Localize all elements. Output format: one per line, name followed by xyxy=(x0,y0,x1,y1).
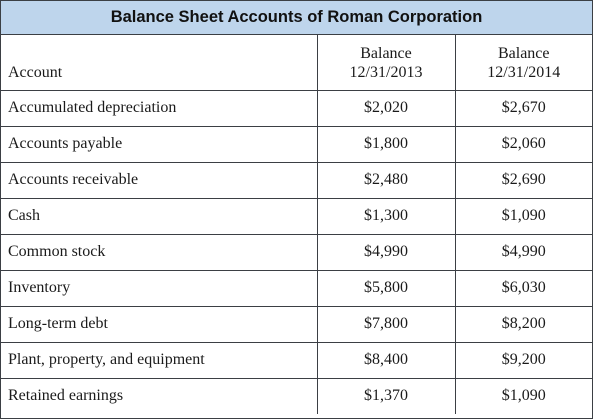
account-name-cell: Accounts payable xyxy=(1,126,317,162)
balance-2013-cell: $2,020 xyxy=(317,90,455,126)
account-name-cell: Retained earnings xyxy=(1,378,317,414)
account-name-cell: Accounts receivable xyxy=(1,162,317,198)
table-row xyxy=(1,126,592,162)
column-header-balance-2014-line2: 12/31/2014 xyxy=(487,64,561,82)
balance-2014-cell: $2,060 xyxy=(455,126,592,162)
balance-2013-cell: $1,300 xyxy=(317,198,455,234)
column-header-balance-2013 xyxy=(317,35,455,90)
account-name-cell: Inventory xyxy=(1,270,317,306)
balance-2014-cell: $8,200 xyxy=(455,306,592,342)
table-row xyxy=(1,90,592,126)
table-title: Balance Sheet Accounts of Roman Corporation xyxy=(1,1,592,35)
column-header-balance-2014 xyxy=(455,35,592,90)
balance-2014-cell: $6,030 xyxy=(455,270,592,306)
balance-2013-cell: $5,800 xyxy=(317,270,455,306)
table-row xyxy=(1,270,592,306)
balance-2014-cell: $1,090 xyxy=(455,378,592,414)
account-name-cell: Common stock xyxy=(1,234,317,270)
balance-2013-cell: $8,400 xyxy=(317,342,455,378)
balance-2013-cell: $4,990 xyxy=(317,234,455,270)
table-row xyxy=(1,342,592,378)
balance-2013-cell: $1,370 xyxy=(317,378,455,414)
account-name-cell: Plant, property, and equipment xyxy=(1,342,317,378)
header-row xyxy=(1,35,592,90)
table-row xyxy=(1,234,592,270)
table-row xyxy=(1,162,592,198)
balance-2014-cell: $9,200 xyxy=(455,342,592,378)
column-header-account: Account xyxy=(1,35,317,90)
balance-2013-cell: $2,480 xyxy=(317,162,455,198)
balance-2014-cell: $1,090 xyxy=(455,198,592,234)
balance-2013-cell: $7,800 xyxy=(317,306,455,342)
account-name-cell: Long-term debt xyxy=(1,306,317,342)
table-row xyxy=(1,378,592,414)
column-header-balance-2014-line1: Balance xyxy=(497,45,550,63)
account-name-cell: Cash xyxy=(1,198,317,234)
column-header-balance-2013-line1: Balance xyxy=(360,45,412,63)
balance-sheet-table xyxy=(1,35,592,414)
table-body xyxy=(1,90,592,414)
column-header-balance-2013-line2: 12/31/2013 xyxy=(349,64,423,82)
balance-2014-cell: $4,990 xyxy=(455,234,592,270)
table-row xyxy=(1,198,592,234)
balance-2013-cell: $1,800 xyxy=(317,126,455,162)
balance-2014-cell: $2,690 xyxy=(455,162,592,198)
table-row xyxy=(1,306,592,342)
table-header xyxy=(1,35,592,90)
account-name-cell: Accumulated depreciation xyxy=(1,90,317,126)
balance-2014-cell: $2,670 xyxy=(455,90,592,126)
